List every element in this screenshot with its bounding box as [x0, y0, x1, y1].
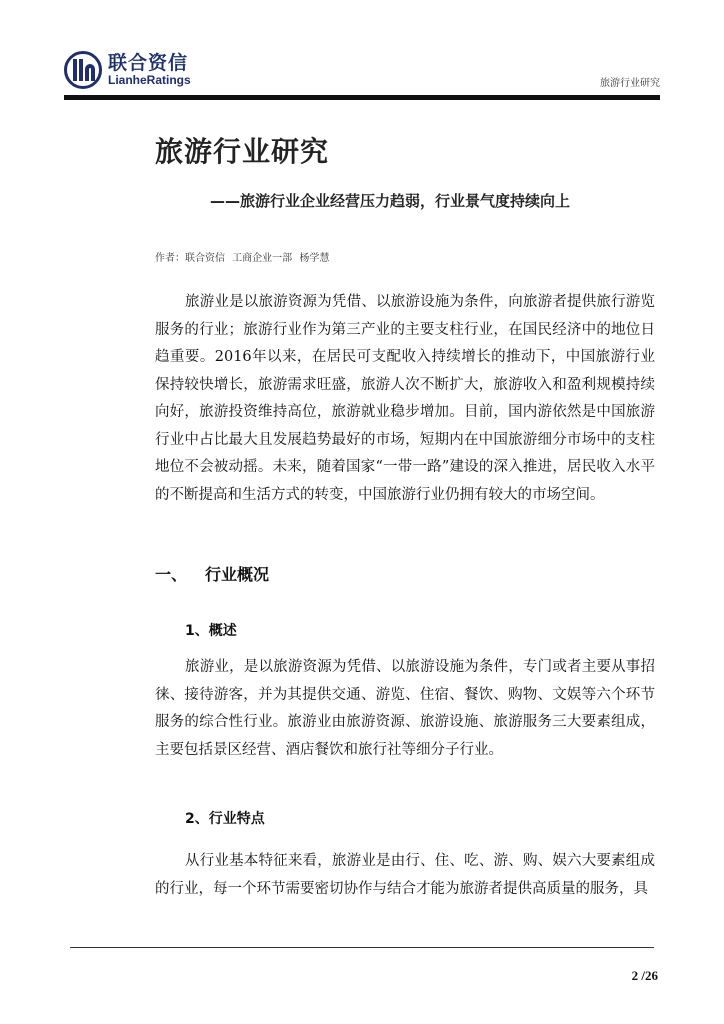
header-divider	[64, 95, 660, 100]
subsection-heading-overview: 1、概述	[185, 623, 237, 639]
intro-paragraph: 旅游业是以旅游资源为凭借、以旅游设施为条件，向旅游者提供旅行游览服务的行业；旅游行业作为第三产业的主要支柱行业，在国民经济中的地位日趋重要。2016年以来，在居民可支配收入持续增长的推动下，中国旅游行业保持较快增长，旅游需求旺盛，旅游人次不断扩大，旅游收入和盈利规模持续向好，旅游投资维持高位，旅游就业稳步增加。目前，国内游依然是中国旅游行业中占比最大且发展趋势最好的市场，短期内在中国旅游细分市场中的支柱地位不会被动摇。未来，随着国家“一带一路”建设的深入推进，居民收入水平的不断提高和生活方式的转变，中国旅游行业仍拥有较大的市场空间。	[155, 294, 655, 503]
features-paragraph: 从行业基本特征来看，旅游业是由行、住、吃、游、购、娱六大要素组成的行业，每一个环节需要密切协作与结合才能为旅游者提供高质量的服务，具	[155, 853, 655, 897]
section-number: 一、	[155, 565, 188, 584]
subsection-heading-features: 2、行业特点	[185, 811, 265, 827]
footer-divider	[70, 947, 654, 948]
logo-chinese-name: 联合资信	[108, 52, 189, 74]
company-logo	[64, 50, 191, 90]
logo-english-name: LianheRatings	[108, 73, 191, 87]
page-title: 旅游行业研究	[155, 135, 330, 168]
lianhe-logo-icon	[64, 51, 102, 89]
section-title: 行业概况	[205, 565, 270, 584]
page-number: 2 /26	[631, 968, 658, 983]
page-subtitle: ——旅游行业企业经营压力趋弱，行业景气度持续向上	[210, 192, 571, 210]
section-heading	[155, 562, 269, 585]
overview-paragraph: 旅游业，是以旅游资源为凭借、以旅游设施为条件，专门或者主要从事招徕、接待游客，并为其提供交通、游览、住宿、餐饮、购物、文娱等六个环节服务的综合性行业。旅游业由旅游资源、旅游设施、旅游服务三大要素组成，主要包括景区经营、酒店餐饮和旅行社等细分子行业。	[155, 659, 655, 758]
author-line: 作者：联合资信 工商企业一部 杨学慧	[155, 253, 330, 264]
header-section-label: 旅游行业研究	[600, 78, 660, 89]
